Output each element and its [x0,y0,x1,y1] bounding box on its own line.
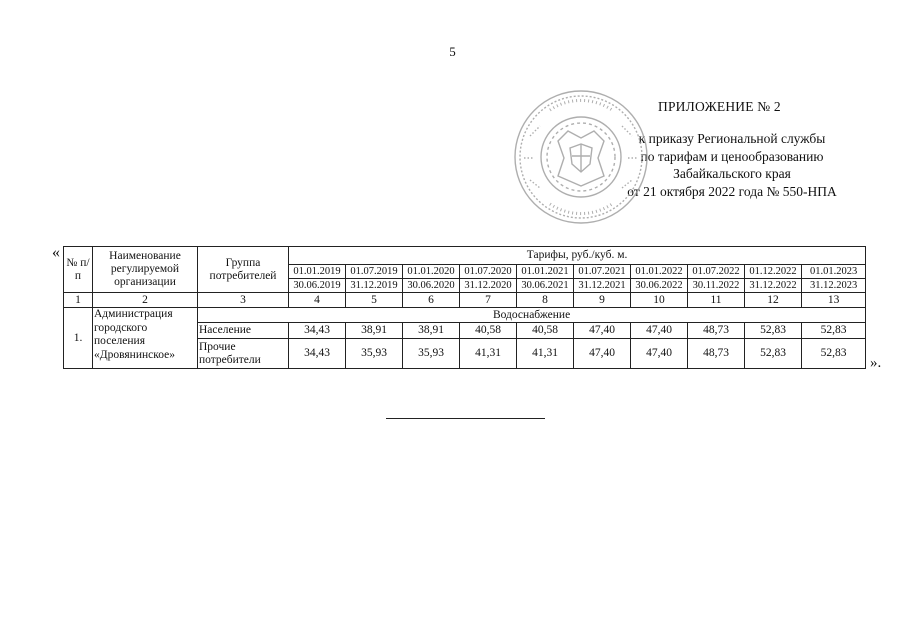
period-header [688,265,745,293]
column-number: 2 [93,293,198,308]
period-end: 31.12.2020 [464,280,512,291]
tariff-value: 34,43 [289,323,346,339]
tariff-value: 48,73 [688,339,745,369]
tariff-value: 47,40 [631,323,688,339]
period-start: 01.01.2023 [802,265,865,279]
period-start: 01.01.2021 [517,265,573,279]
period-end: 31.12.2023 [809,280,858,291]
period-header [460,265,517,293]
column-number: 7 [460,293,517,308]
tariff-value: 52,83 [745,339,802,369]
period-end: 31.12.2019 [350,280,398,291]
tariff-value: 38,91 [403,323,460,339]
period-end: 31.12.2022 [749,280,797,291]
tariff-value: 38,91 [346,323,403,339]
period-header [346,265,403,293]
bottom-divider [386,418,545,419]
tariff-value: 40,58 [517,323,574,339]
section-water-supply: Водоснабжение [198,308,866,323]
period-start: 01.07.2021 [574,265,630,279]
column-number: 10 [631,293,688,308]
tariff-value: 35,93 [403,339,460,369]
column-number: 13 [802,293,866,308]
period-header [745,265,802,293]
period-start: 01.12.2022 [745,265,801,279]
tariff-value: 34,43 [289,339,346,369]
organization-name: Администрация городского поселения «Дровянинское» [93,308,198,369]
period-start: 01.01.2022 [631,265,687,279]
period-start: 01.07.2020 [460,265,516,279]
header-num: № п/п [64,247,93,293]
order-line-2: по тарифам и ценообразованию [640,148,824,164]
order-line-3: Забайкальского края [673,166,791,181]
column-number: 8 [517,293,574,308]
period-header [574,265,631,293]
period-start: 01.01.2020 [403,265,459,279]
header-tariffs: Тарифы, руб./куб. м. [289,247,866,265]
period-header [631,265,688,293]
period-end: 30.06.2022 [635,280,683,291]
tariff-value: 47,40 [631,339,688,369]
period-header [517,265,574,293]
column-number: 3 [198,293,289,308]
tariff-value: 52,83 [802,339,866,369]
column-number: 1 [64,293,93,308]
tariff-value: 40,58 [460,323,517,339]
consumer-group-other: Прочие потребители [198,339,289,369]
period-start: 01.07.2019 [346,265,402,279]
period-start: 01.01.2019 [289,265,345,279]
period-end: 30.06.2019 [293,280,341,291]
page-number: 5 [449,44,456,59]
period-end: 31.12.2021 [578,280,626,291]
tariff-value: 52,83 [745,323,802,339]
column-number: 5 [346,293,403,308]
closing-quote: ». [870,355,882,371]
tariff-value: 47,40 [574,339,631,369]
tariff-value: 47,40 [574,323,631,339]
order-line-4: от 21 октября 2022 года № 550-НПА [627,183,837,199]
period-header [403,265,460,293]
period-end: 30.06.2020 [407,280,455,291]
tariff-table [63,246,866,369]
consumer-group-population: Население [198,323,289,339]
tariff-value: 52,83 [802,323,866,339]
appendix-title: ПРИЛОЖЕНИЕ № 2 [658,99,781,114]
row-number: 1. [64,308,93,369]
column-number: 11 [688,293,745,308]
column-number: 4 [289,293,346,308]
header-consumer-group: Группа потребителей [198,247,289,293]
tariff-value: 35,93 [346,339,403,369]
opening-quote: « [52,244,60,261]
period-start: 01.07.2022 [688,265,744,279]
period-end: 30.11.2022 [692,280,740,291]
tariff-value: 41,31 [517,339,574,369]
period-header [802,265,866,293]
tariff-value: 48,73 [688,323,745,339]
column-number: 12 [745,293,802,308]
period-end: 30.06.2021 [521,280,569,291]
tariff-value: 41,31 [460,339,517,369]
order-line-1: к приказу Региональной службы [638,131,826,146]
column-number: 9 [574,293,631,308]
official-seal-icon [510,86,652,228]
period-header [289,265,346,293]
header-organization: Наименование регулируемой организации [93,247,198,293]
column-number: 6 [403,293,460,308]
